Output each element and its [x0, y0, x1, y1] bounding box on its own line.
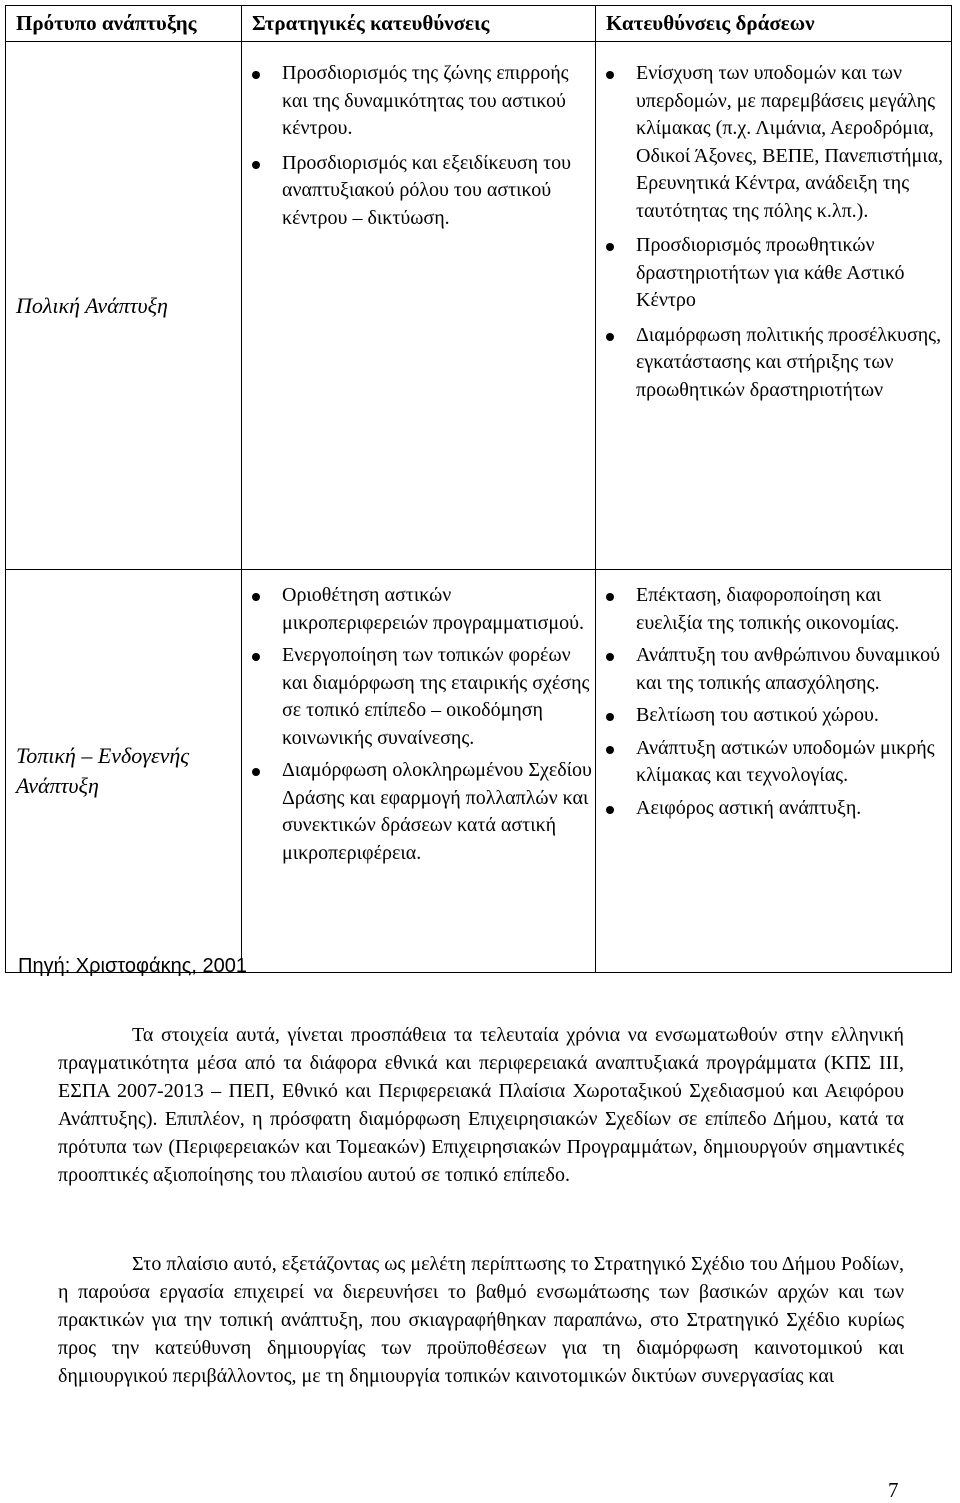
- list-item: Διαμόρφωση πολιτικής προσέλκυσης, εγκατάστασης και στήριξης των προωθητικών δραστηριοτήτων: [596, 322, 951, 405]
- page-number: 7: [888, 1478, 899, 1502]
- bullet-icon: [606, 653, 614, 661]
- table-source: Πηγή: Χριστοφάκης, 2001: [18, 955, 247, 977]
- body-paragraph: Στο πλαίσιο αυτό, εξετάζοντας ως μελέτη περίπτωσης το Στρατηγικό Σχέδιο του Δήμου Ροδίων, η παρούσα εργασία επιχειρεί να διερευνήσει το βαθμό ενσωμάτωσης των βασικών αρχών και των πρακτικών για την τοπική ανάπτυξη, που σκιαγραφήθηκαν παραπάνω, στο Στρατηγικό Σχέδιο κυρίως προς την κατεύθυνση δημιουργίας των προϋποθέσεων για τη διαμόρφωση καινοτομικού και δημιουργικού περιβάλλοντος, με τη δημιουργία τοπικών καινοτομικών δικτύων συνεργασίας και: [58, 1253, 904, 1387]
- model-cell: Πολική Ανάπτυξη: [6, 42, 242, 570]
- strategic-cell: [242, 42, 596, 570]
- header-model: Πρότυπο ανάπτυξης: [6, 6, 242, 42]
- model-cell: Τοπική – Ενδογενής Ανάπτυξη: [6, 570, 242, 973]
- table-header-row: [6, 6, 952, 42]
- table-row: [6, 570, 952, 973]
- list-item: Προσδιορισμός της ζώνης επιρροής και της δυναμικότητας του αστικού κέντρου.: [242, 60, 595, 143]
- list-item: Επέκταση, διαφοροποίηση και ευελιξία της τοπικής οικονομίας.: [596, 582, 951, 637]
- bullet-icon: [252, 593, 260, 601]
- bullet-icon: [252, 71, 260, 79]
- bullet-icon: [252, 768, 260, 776]
- list-item: Διαμόρφωση ολοκληρωμένου Σχεδίου Δράσης και εφαρμογή πολλαπλών και συνεκτικών δράσεων κατά αστική μικροπεριφέρεια.: [242, 757, 595, 867]
- list-item: Ενεργοποίηση των τοπικών φορέων και διαμόρφωση της εταιρικής σχέσης σε τοπικό επίπεδο – οικοδόμηση κοινωνικής συναίνεσης.: [242, 642, 595, 752]
- bullet-icon: [252, 653, 260, 661]
- bullet-icon: [606, 333, 614, 341]
- bullet-icon: [252, 161, 260, 169]
- header-strategic: Στρατηγικές κατευθύνσεις: [242, 6, 596, 42]
- list-item: Ενίσχυση των υποδομών και των υπερδομών, με παρεμβάσεις μεγάλης κλίμακας (π.χ. Λιμάνια, Αεροδρόμια, Οδικοί Άξονες, ΒΕΠΕ, Πανεπιστήμια, Ερευνητικά Κέντρα, ανάδειξη της ταυτότητας της πόλης κ.λπ.).: [596, 60, 951, 225]
- actions-cell: [596, 42, 952, 570]
- actions-cell: [596, 570, 952, 973]
- list-item: Ανάπτυξη του ανθρώπινου δυναμικού και της τοπικής απασχόλησης.: [596, 642, 951, 697]
- bullet-icon: [606, 593, 614, 601]
- list-item: Προσδιορισμός προωθητικών δραστηριοτήτων για κάθε Αστικό Κέντρο: [596, 232, 951, 315]
- list-item: Ανάπτυξη αστικών υποδομών μικρής κλίμακας και τεχνολογίας.: [596, 735, 951, 790]
- bullet-icon: [606, 71, 614, 79]
- list-item: Αειφόρος αστική ανάπτυξη.: [596, 795, 951, 823]
- body-paragraph: Τα στοιχεία αυτά, γίνεται προσπάθεια τα τελευταία χρόνια να ενσωματωθούν στην ελληνική πραγματικότητα μέσα από τα διάφορα εθνικά και περιφερειακά αναπτυξιακά προγράμματα (ΚΠΣ ΙΙΙ, ΕΣΠΑ 2007-2013 – ΠΕΠ, Εθνικό και Περιφερειακά Πλαίσια Χωροταξικού Σχεδιασμού και Αειφόρου Ανάπτυξης). Επιπλέον, η πρόσφατη διαμόρφωση Επιχειρησιακών Σχεδίων σε επίπεδο Δήμου, κατά τα πρότυπα των (Περιφερειακών και Τομεακών) Επιχειρησιακών Προγραμμάτων, δημιουργούν σημαντικές προοπτικές αξιοποίησης του πλαισίου αυτού σε τοπικό επίπεδο.: [58, 1024, 904, 1186]
- list-item: Προσδιορισμός και εξειδίκευση του αναπτυξιακού ρόλου του αστικού κέντρου – δικτύωση.: [242, 150, 595, 233]
- bullet-icon: [606, 746, 614, 754]
- table-row: [6, 42, 952, 570]
- bullet-icon: [606, 806, 614, 814]
- strategic-cell: [242, 570, 596, 973]
- development-models-table: [5, 5, 952, 973]
- list-item: Βελτίωση του αστικού χώρου.: [596, 702, 951, 730]
- bullet-icon: [606, 713, 614, 721]
- header-actions: Κατευθύνσεις δράσεων: [596, 6, 952, 42]
- list-item: Οριοθέτηση αστικών μικροπεριφερειών προγραμματισμού.: [242, 582, 595, 637]
- bullet-icon: [606, 243, 614, 251]
